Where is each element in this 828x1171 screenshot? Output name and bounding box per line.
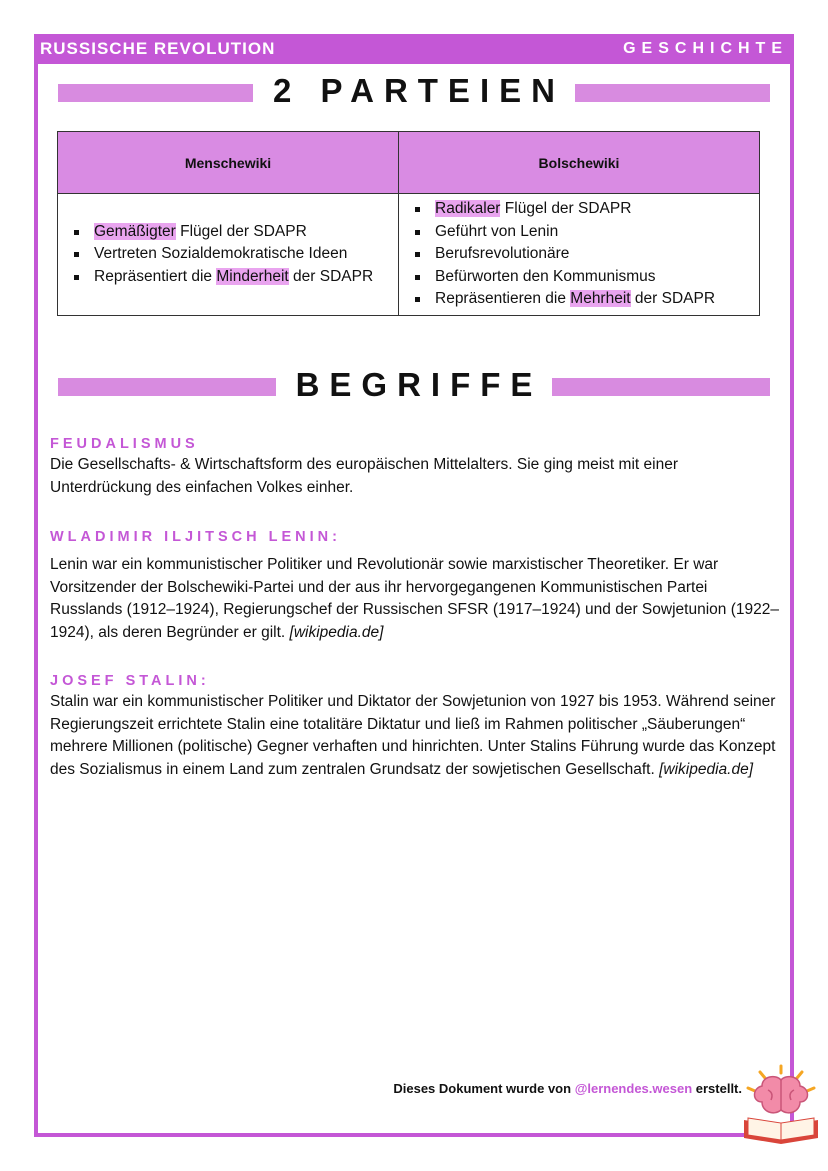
footer-suffix: erstellt. (692, 1081, 742, 1096)
list-item-text: Flügel der SDAPR (500, 200, 632, 217)
list-item-text: Berufsrevolutionäre (435, 245, 570, 263)
brain-book-icon (738, 1062, 824, 1146)
list-item (413, 243, 749, 266)
term-definition (50, 554, 780, 644)
section-title-terms: BEGRIFFE (276, 366, 553, 403)
term-name: FEUDALISMUS (50, 436, 199, 452)
list-item (413, 221, 749, 244)
list-item-text: der SDAPR (288, 267, 374, 285)
column-header-bolschewiki: Bolschewiki (399, 132, 760, 194)
term-stalin (50, 671, 780, 781)
highlight: Minderheit (216, 267, 289, 285)
list-item (413, 266, 749, 289)
list-item (413, 198, 749, 221)
source-citation: [wikipedia.de] (289, 623, 384, 641)
term-feudalismus (50, 434, 780, 499)
highlight: Radikaler (435, 200, 501, 217)
term-definition: Die Gesellschafts- & Wirtschaftsform des europäischen Mittelalters. Sie ging meist mit einer Unterdrückung des einfachen Volkes einher. (50, 456, 678, 496)
section-title-parties: 2 PARTEIEN (253, 72, 575, 109)
term-name: WLADIMIR ILJITSCH LENIN: (50, 529, 341, 545)
definition-text: Stalin war ein kommunistischer Politiker und Diktator der Sowjetunion von 1927 bis 1953. Während seiner Regierungszeit errichtete Stalin eine totalitäre Diktatur und ließ im Rahmen politischer „Säuberungen“ mehrere Millionen (politische) Gegner verhaften und hinrichten. Unter Stalins Führung wurde das Konzept des Sozialismus in einem Land zum zentralen Grundsatz der sowjetischen Gesellschaft. (50, 693, 776, 778)
list-item-text: Vertreten Sozialdemokratische Ideen (94, 245, 348, 263)
list-item-text: Repräsentieren die (435, 290, 571, 308)
header-bar (34, 34, 794, 64)
term-lenin (50, 527, 780, 644)
bolschewiki-list (413, 198, 749, 311)
term-name: JOSEF STALIN: (50, 673, 210, 689)
bolschewiki-cell (399, 194, 760, 316)
list-item-text: Flügel der SDAPR (175, 222, 307, 240)
definition-text: Lenin war ein kommunistischer Politiker und Revolutionär sowie marxistischer Theoretiker. Er war Vorsitzender der Bolschewiki-Partei und der aus ihr hervorgegangenen Kommunistischen Partei Russlands (1912–1924), Regierungschef der Russischen SFSR (1917–1924) und der Sowjetunion (1922–1924), als deren Begründer er gilt. (50, 556, 779, 641)
header-subject: GESCHICHTE (623, 40, 788, 57)
list-item (72, 266, 388, 289)
author-handle: @lernendes.wesen (574, 1081, 693, 1096)
section-heading-parties (58, 71, 770, 111)
source-citation: [wikipedia.de] (659, 760, 754, 778)
list-item-text: Repräsentiert die (94, 267, 217, 285)
section-heading-terms (58, 365, 770, 405)
list-item-text: der SDAPR (630, 290, 716, 308)
footer-prefix: Dieses Dokument wurde von (393, 1081, 575, 1096)
highlight: Gemäßigter (94, 222, 176, 240)
parties-table (57, 131, 760, 316)
highlight: Mehrheit (570, 290, 631, 308)
list-item (72, 243, 388, 266)
term-definition (50, 691, 780, 781)
footer-credit (0, 1081, 742, 1096)
list-item (413, 288, 749, 311)
list-item-text: Geführt von Lenin (435, 222, 559, 240)
menschewiki-cell (58, 194, 399, 316)
list-item-text: Befürworten den Kommunismus (435, 267, 656, 285)
list-item (72, 221, 388, 244)
menschewiki-list (72, 221, 388, 289)
header-topic: RUSSISCHE REVOLUTION (40, 39, 276, 58)
column-header-menschewiki: Menschewiki (58, 132, 399, 194)
